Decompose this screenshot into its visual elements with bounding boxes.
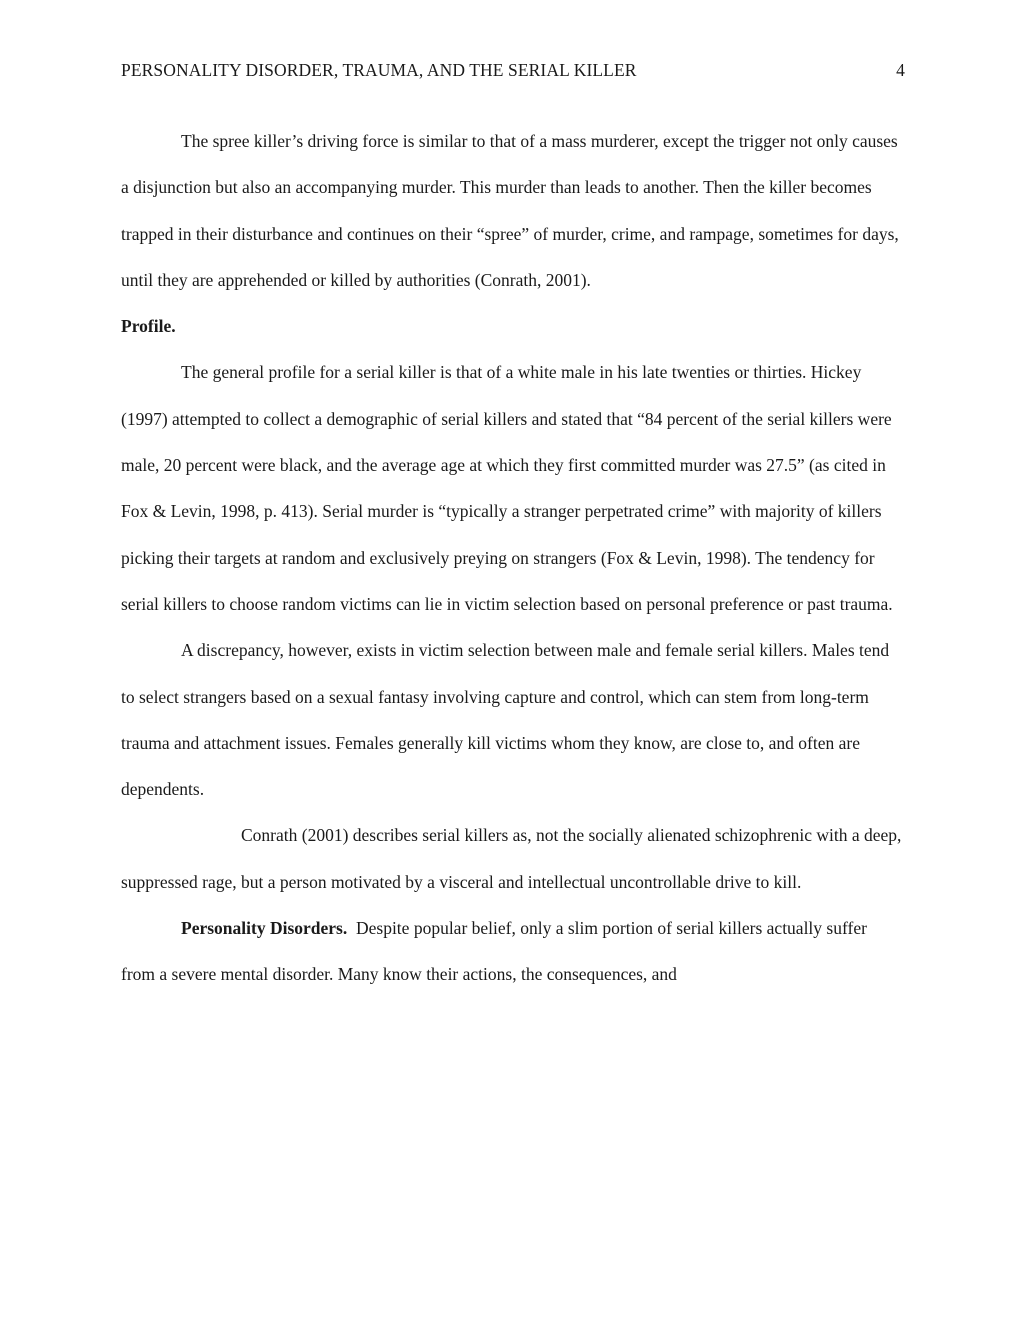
document-body — [121, 118, 905, 998]
section-heading-personality-disorders: Personality Disorders. — [181, 918, 348, 939]
running-title: PERSONALITY DISORDER, TRAUMA, AND THE SERIAL KILLER — [121, 60, 637, 80]
paragraph-personality-text: Despite popular belief, only a slim portion of serial killers actually suffer from a severe mental disorder. Many know their actions, the consequences, and — [121, 918, 867, 985]
paragraph-spree-killer: The spree killer’s driving force is similar to that of a mass murderer, except the trigger not only causes a disjunction but also an accompanying murder. This murder than leads to another. Then the killer becomes trapped in their disturbance and continues on their “spree” of murder, crime, and rampage, sometimes for days, until they are apprehended or killed by authorities (Conrath, 2001). — [121, 131, 899, 290]
paragraph-personality-disorders — [121, 905, 905, 998]
paragraph-victim-selection: A discrepancy, however, exists in victim selection between male and female serial killers. Males tend to select strangers based on a sexual fantasy involving capture and control, which can stem from long-term trauma and attachment issues. Females generally kill victims whom they know, are close to, and often are dependents. — [121, 640, 890, 800]
running-head — [121, 60, 905, 84]
section-heading-profile: Profile. — [121, 316, 176, 337]
page-number: 4 — [896, 60, 905, 80]
paragraph-general-profile: The general profile for a serial killer is that of a white male in his late twenties or thirties. Hickey (1997) attempted to collect a demographic of serial killers and stated that “84 percent of the serial killers were male, 20 percent were black, and the average age at which they first committed murder was 27.5” (as cited in Fox & Levin, 1998, p. 413). Serial murder is “typically a stranger perpetrated crime” with majority of killers picking their targets at random and exclusively preying on strangers (Fox & Levin, 1998). The tendency for serial killers to choose random victims can lie in victim selection based on personal preference or past trauma. — [121, 362, 893, 614]
paragraph-conrath: Conrath (2001) describes serial killers as, not the socially alienated schizophrenic with a deep, suppressed rage, but a person motivated by a visceral and intellectual uncontrollable drive to kill. — [121, 825, 902, 892]
